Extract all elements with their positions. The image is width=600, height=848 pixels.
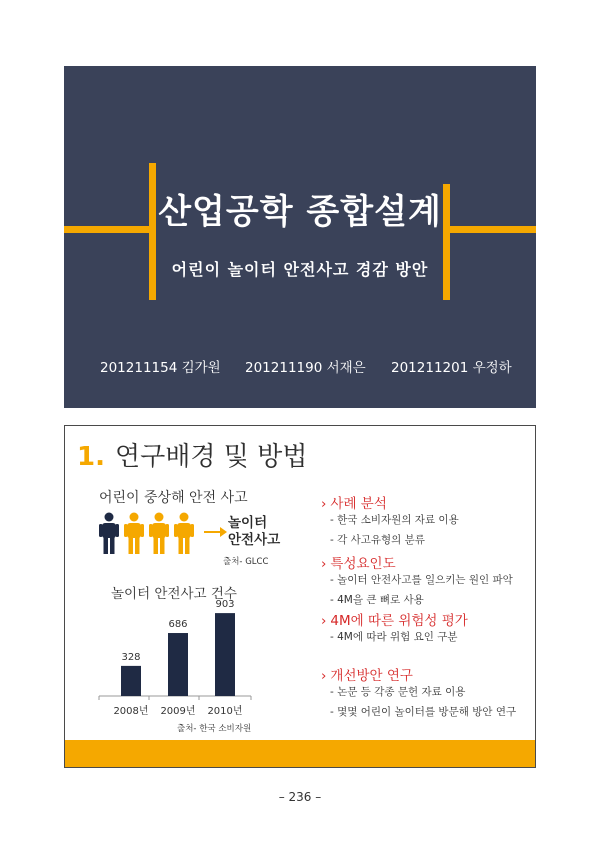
section-number: 1.: [77, 442, 105, 472]
method-heading: [321, 664, 413, 684]
category-label: 2009년: [160, 706, 196, 717]
figure-source: 출처- GLCC: [223, 557, 269, 567]
slide-heading: [77, 436, 307, 473]
label-line-2: 안전사고: [228, 532, 281, 548]
chart-bar: [168, 633, 188, 696]
person-icon: [99, 513, 119, 555]
chart-title: 놀이터 안전사고 건수: [111, 586, 237, 602]
section-title: 연구배경 및 방법: [114, 442, 308, 472]
title-slide: [64, 66, 536, 408]
method-heading: [321, 492, 387, 512]
chevron-right-icon: ›: [321, 668, 327, 684]
accident-bar-chart: [95, 596, 255, 720]
data-label: 903: [215, 599, 235, 611]
people-figure: [99, 512, 195, 554]
method-heading-text: 사례 분석: [330, 496, 387, 512]
data-label: 686: [168, 619, 188, 631]
chart-bar: [215, 613, 235, 696]
left-heading: 어린이 중상해 안전 사고: [99, 490, 248, 506]
method-item: - 한국 소비자원의 자료 이용: [330, 514, 459, 526]
method-item: - 몇몇 어린이 놀이터를 방문해 방안 연구: [330, 706, 517, 718]
chevron-right-icon: ›: [321, 556, 327, 572]
method-heading-text: 개선방안 연구: [330, 668, 413, 684]
chart-bar: [121, 666, 141, 696]
data-label: 328: [121, 651, 141, 663]
method-heading: [321, 609, 468, 629]
person-icon: [174, 513, 194, 555]
author-2: 201211190 서재은: [245, 360, 366, 376]
author-1: 201211154 김가원: [100, 360, 221, 376]
method-heading-text: 특성요인도: [330, 556, 396, 572]
label-line-1: 놀이터: [228, 515, 268, 531]
chart-source: 출처- 한국 소비자원: [177, 724, 252, 734]
slide-footer-bar: [65, 740, 535, 767]
slide-title: 산업공학 종합설계: [158, 192, 442, 232]
chevron-right-icon: ›: [321, 613, 327, 629]
page-number: – 236 –: [278, 790, 322, 804]
method-item: - 놀이터 안전사고를 일으키는 원인 파악: [330, 574, 513, 586]
chevron-right-icon: ›: [321, 496, 327, 512]
playground-accident-label: [228, 515, 280, 549]
category-label: 2008년: [113, 706, 149, 717]
slide-subtitle: 어린이 놀이터 안전사고 경감 방안: [171, 260, 429, 279]
method-item: - 4M을 큰 뼈로 사용: [330, 594, 424, 606]
method-item: - 4M에 따라 위험 요인 구분: [330, 631, 458, 643]
method-heading: [321, 552, 396, 572]
content-slide: [64, 425, 536, 768]
author-3: 201211201 우정하: [391, 360, 512, 376]
method-item: - 논문 등 각종 문헌 자료 이용: [330, 686, 466, 698]
method-item: - 각 사고유형의 분류: [330, 534, 425, 546]
person-icon: [149, 513, 169, 555]
category-label: 2010년: [207, 706, 243, 717]
method-heading-text: 4M에 따른 위험성 평가: [330, 613, 468, 629]
person-icon: [124, 513, 144, 555]
arrow-right-icon: [204, 526, 228, 538]
